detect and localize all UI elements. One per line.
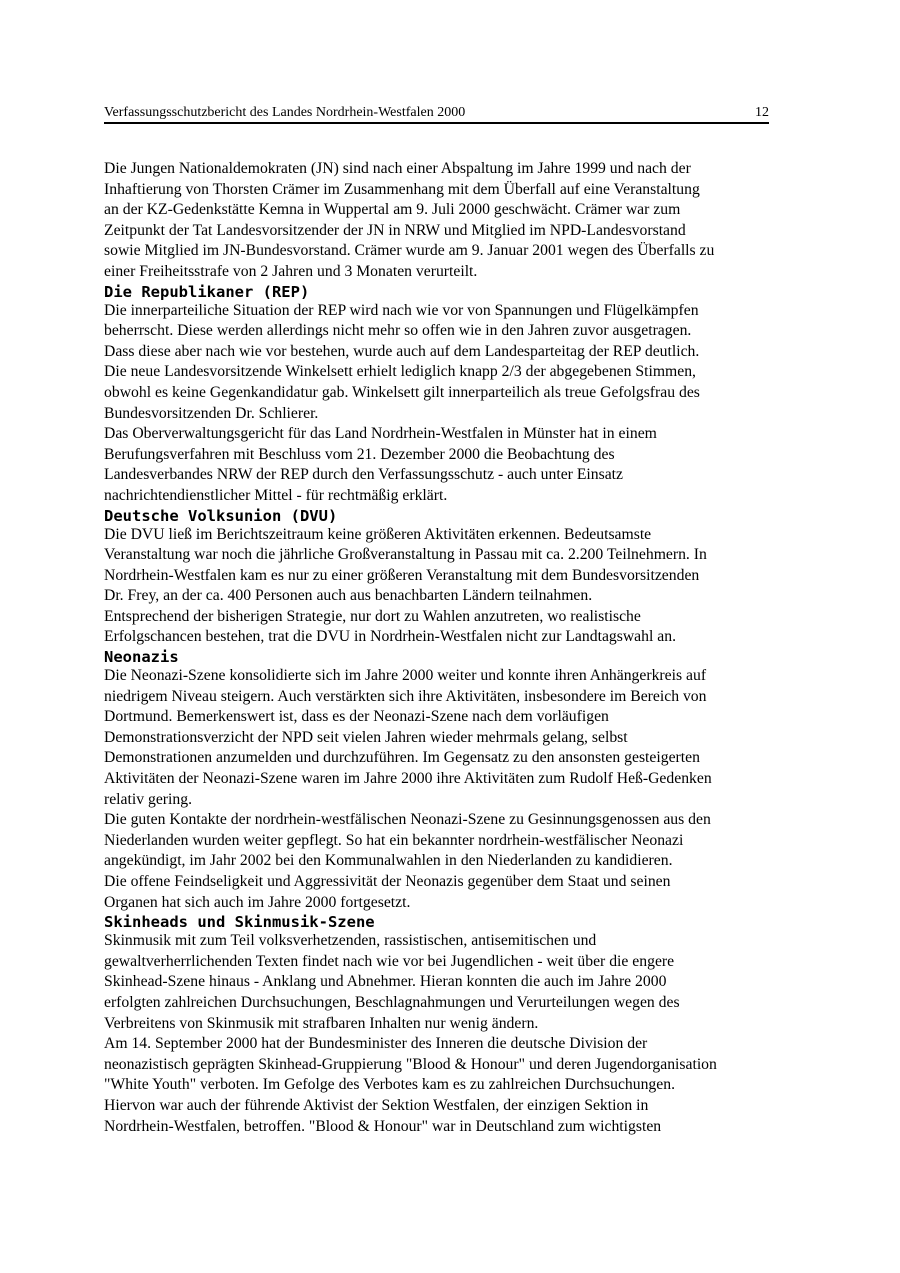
text-line: Demonstrationen anzumelden und durchzuführen. Im Gegensatz zu den ansonsten gesteigerten (104, 749, 700, 767)
text-line: nachrichtendienstlicher Mittel - für rechtmäßig erklärt. (104, 486, 448, 504)
text-line: Die neue Landesvorsitzende Winkelsett erhielt lediglich knapp 2/3 der abgegebenen Stimmen, (104, 363, 696, 381)
text-line: Die DVU ließ im Berichtszeitraum keine größeren Aktivitäten erkennen. Bedeutsamste (104, 525, 652, 543)
text-line: Nordrhein-Westfalen kam es nur zu einer größeren Veranstaltung mit dem Bundesvorsitzenden (104, 566, 700, 584)
section-paragraph (104, 607, 769, 648)
text-line: Dortmund. Bemerkenswert ist, dass es der Neonazi-Szene nach dem vorläufigen (104, 708, 609, 726)
section-heading: Die Republikaner (REP) (104, 282, 310, 301)
text-line: Erfolgschancen bestehen, trat die DVU in Nordrhein-Westfalen nicht zur Landtagswahl an. (104, 628, 676, 646)
text-line: Die offene Feindseligkeit und Aggressivität der Neonazis gegenüber dem Staat und seinen (104, 873, 671, 890)
text-line: Hiervon war auch der führende Aktivist der Sektion Westfalen, der einzigen Sektion in (104, 1096, 649, 1114)
page-header (104, 104, 769, 124)
page-number: 12 (755, 105, 769, 120)
section-heading: Skinheads und Skinmusik-Szene (104, 913, 375, 932)
section-paragraph (104, 301, 769, 425)
text-line: Bundesvorsitzenden Dr. Schlierer. (104, 404, 319, 422)
section-paragraph (104, 931, 769, 1034)
text-line: Nordrhein-Westfalen, betroffen. "Blood & Honour" war in Deutschland zum wichtigsten (104, 1117, 662, 1135)
text-line: beherrscht. Diese werden allerdings nicht mehr so offen wie in den Jahren zuvor ausgetragen. (104, 322, 692, 340)
text-line: sowie Mitglied im JN-Bundesvorstand. Crämer wurde am 9. Januar 2001 wegen des Überfalls zu (104, 242, 715, 260)
text-line: neonazistisch geprägten Skinhead-Gruppierung "Blood & Honour" und deren Jugendorganisation (104, 1055, 717, 1073)
text-line: Die guten Kontakte der nordrhein-westfälischen Neonazi-Szene zu Gesinnungsgenossen aus den (104, 811, 711, 829)
text-line: "White Youth" verboten. Im Gefolge des Verbotes kam es zu zahlreichen Durchsuchungen. (104, 1076, 676, 1094)
text-line: Skinmusik mit zum Teil volksverhetzenden, rassistischen, antisemitischen und (104, 932, 597, 950)
text-line: Die Jungen Nationaldemokraten (JN) sind nach einer Abspaltung im Jahre 1999 und nach der (104, 160, 691, 177)
text-line: Dass diese aber nach wie vor bestehen, wurde auch auf dem Landesparteitag der REP deutlich. (104, 342, 700, 360)
text-line: niedrigem Niveau steigern. Auch verstärkten sich ihre Aktivitäten, insbesondere im Bereich von (104, 687, 707, 705)
document-body (104, 159, 769, 1137)
text-line: Dr. Frey, an der ca. 400 Personen auch aus benachbarten Ländern teilnahmen. (104, 587, 593, 605)
text-line: angekündigt, im Jahr 2002 bei den Kommunalwahlen in den Niederlanden zu kandidieren. (104, 852, 673, 870)
text-line: Am 14. September 2000 hat der Bundesminister des Inneren die deutsche Division der (104, 1035, 648, 1053)
section-paragraph (104, 810, 769, 872)
text-line: Verbreitens von Skinmusik mit strafbaren Inhalten nur wenig ändern. (104, 1014, 539, 1032)
section-paragraph (104, 525, 769, 607)
text-line: gewaltverherrlichenden Texten findet nach wie vor bei Jugendlichen - weit über die engere (104, 952, 675, 970)
text-line: Entsprechend der bisherigen Strategie, nur dort zu Wahlen anzutreten, wo realistische (104, 607, 641, 625)
text-line: Die innerparteiliche Situation der REP wird nach wie vor von Spannungen und Flügelkämpfen (104, 301, 699, 319)
section-paragraph (104, 1034, 769, 1137)
text-line: relativ gering. (104, 790, 192, 808)
text-line: einer Freiheitsstrafe von 2 Jahren und 3 Monaten verurteilt. (104, 262, 478, 280)
text-line: erfolgten zahlreichen Durchsuchungen, Beschlagnahmungen und Verurteilungen wegen des (104, 993, 680, 1011)
section-heading: Deutsche Volksunion (DVU) (104, 506, 338, 525)
text-line: obwohl es keine Gegenkandidatur gab. Winkelsett gilt innerparteilich als treue Gefolgsfrau des (104, 383, 700, 401)
section-paragraph (104, 424, 769, 506)
text-line: Berufungsverfahren mit Beschluss vom 21. Dezember 2000 die Beobachtung des (104, 445, 615, 463)
text-line: Landesverbandes NRW der REP durch den Verfassungsschutz - auch unter Einsatz (104, 466, 623, 484)
document-page (104, 104, 769, 1137)
header-title: Verfassungsschutzbericht des Landes Nordrhein-Westfalen 2000 (104, 105, 466, 120)
text-line: Inhaftierung von Thorsten Crämer im Zusammenhang mit dem Überfall auf eine Veranstaltung (104, 180, 700, 198)
text-line: an der KZ-Gedenkstätte Kemna in Wuppertal am 9. Juli 2000 geschwächt. Crämer war zum (104, 201, 681, 219)
text-line: Skinhead-Szene hinaus - Anklang und Abnehmer. Hieran konnten die auch im Jahre 2000 (104, 973, 667, 991)
text-line: Organen hat sich auch im Jahre 2000 fortgesetzt. (104, 893, 411, 911)
text-line: Das Oberverwaltungsgericht für das Land Nordrhein-Westfalen in Münster hat in einem (104, 425, 657, 443)
text-line: Aktivitäten der Neonazi-Szene waren im Jahre 2000 ihre Aktivitäten zum Rudolf Heß-Gedenken (104, 770, 712, 788)
text-line: Zeitpunkt der Tat Landesvorsitzender der JN in NRW und Mitglied im NPD-Landesvorstand (104, 221, 686, 239)
text-line: Veranstaltung war noch die jährliche Großveranstaltung in Passau mit ca. 2.200 Teilnehmern. In (104, 546, 707, 564)
text-line: Niederlanden wurden weiter gepflegt. So hat ein bekannter nordrhein-westfälischer Neonazi (104, 831, 684, 849)
section-paragraph (104, 872, 769, 913)
text-line: Demonstrationsverzicht der NPD seit vielen Jahren wieder mehrmals gelang, selbst (104, 728, 628, 746)
text-line: Die Neonazi-Szene konsolidierte sich im Jahre 2000 weiter und konnte ihren Anhängerkreis auf (104, 667, 707, 685)
section-paragraph (104, 666, 769, 810)
intro-paragraph (104, 159, 769, 283)
section-heading: Neonazis (104, 648, 179, 667)
